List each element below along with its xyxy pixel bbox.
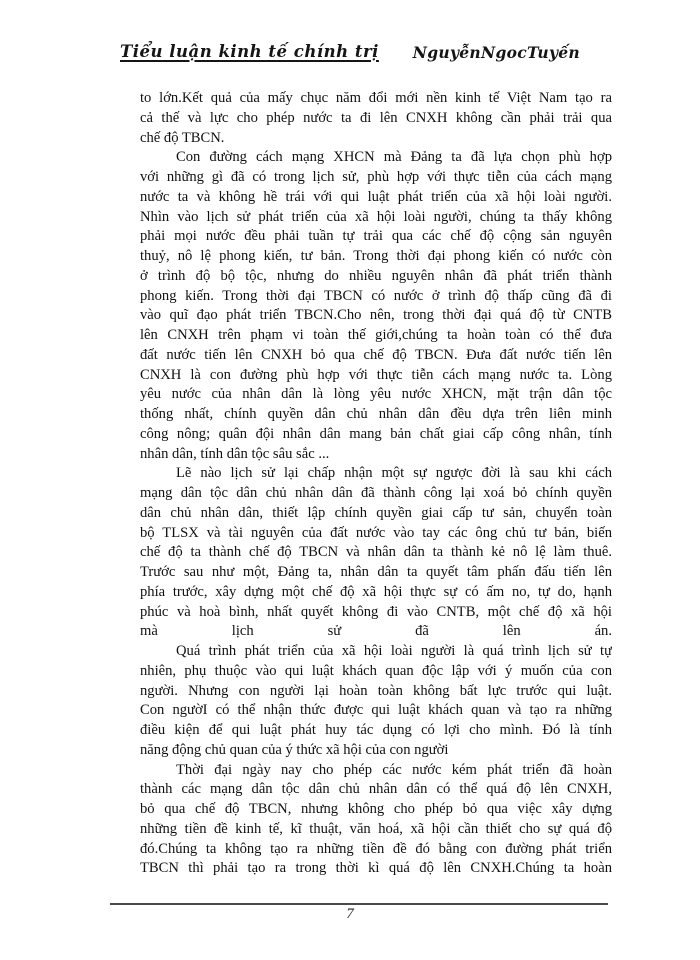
text-line: người. Nhưng con người lại hoàn toàn không bất lực trước qui luật. — [140, 682, 612, 699]
text-line: CNXH là con đường phù hợp với thực tiễn cách mạng nước ta. Lòng — [140, 366, 612, 383]
header-author: NguyễnNgocTuyến — [412, 43, 580, 62]
text-line: chế độ ta thành chế độ TBCN và nhân dân ta thành kẻ nô lệ làm thuê. — [140, 544, 612, 561]
text-line: thành các mạng dân tộc dân chủ nhân dân có thể quá độ lên CNXH, — [140, 781, 612, 798]
text-line: phải mọi nước đều phải tuần tự trải qua các chế độ cộng sản nguyên — [140, 228, 612, 245]
text-line: chế độ TBCN. — [140, 129, 225, 146]
document-body — [140, 89, 612, 879]
text-line: đất nước tiến lên CNXH bỏ qua chế độ TBCN. Đưa đất nước tiến lên — [140, 346, 612, 363]
text-line: Quá trình phát triển của xã hội loài người là quá trình lịch sử tự — [176, 643, 612, 659]
text-line: vào quĩ đạo phát triển TBCN.Cho nên, trong thời đại quá độ từ CNTB — [140, 307, 612, 324]
text-line: yêu nước của nhân dân là lòng yêu nước XHCN, mặt trận dân tộc — [140, 386, 612, 403]
text-line: nhân dân, tính dân tộc sâu sắc ... — [140, 445, 330, 462]
text-line: bỏ qua chế độ TBCN, nhưng không cho phép bỏ qua việc xây dựng — [140, 801, 612, 817]
text-line: thống nhất, chính quyền dân chủ nhân dân đều dựa trên liên minh — [140, 406, 612, 422]
text-line: Trước sau như một, Đảng ta, nhân dân ta quyết tâm phấn đấu tiến lên — [140, 564, 612, 580]
text-line: nhiên, phụ thuộc vào qui luật khách quan độc lập với ý muốn của con — [140, 662, 612, 679]
text-line: cả thế và lực cho phép nước ta đi lên CNXH không cần phải trải qua — [140, 109, 612, 126]
text-line: ở trình độ bộ tộc, nhưng do nhiều nguyên nhân đã phát triển thành — [140, 267, 612, 284]
text-line: Con đường cách mạng XHCN mà Đảng ta đã lựa chọn phù hợp — [176, 149, 612, 166]
footer-rule — [110, 903, 608, 905]
text-line: lên CNXH trên phạm vi toàn thế giới,chúng ta hoàn toàn có thể đưa — [140, 327, 612, 343]
text-line: năng động chủ quan của ý thức xã hội của con người — [140, 741, 449, 758]
text-line: mà lịch sử đã lên án. — [140, 623, 612, 640]
text-line: to lớn.Kết quả của mấy chục năm đổi mới nền kinh tế Việt Nam tạo ra — [140, 90, 612, 106]
text-line: điều kiện để qui luật phát huy tác dụng có lợi cho mình. Đó là tính — [140, 722, 612, 738]
text-line: phúc và hoà bình, nhất quyết không đi vào CNTB, một chế độ xã hội — [140, 603, 612, 620]
text-line: phía trước, xây dựng một chế độ xã hội thực sự có ấm no, tự do, hạnh — [140, 583, 612, 600]
text-line: bộ TLSX và tài nguyên của đất nước vào tay các ông chủ tư bản, biến — [140, 524, 612, 541]
text-line: Lẽ nào lịch sử lại chấp nhận một sự ngược đời là sau khi cách — [176, 465, 612, 482]
text-line: TBCN thì phải tạo ra trong thời kì quá độ lên CNXH.Chúng ta hoàn — [140, 860, 612, 877]
text-line: phong kiến. Trong thời đại TBCN có nước ở trình độ thấp cũng đã đi — [140, 287, 612, 304]
text-line: mạng dân tộc dân chủ nhân dân đã thành công lại xoá bỏ chính quyền — [140, 485, 612, 501]
text-line: dân chủ nhân dân, thiết lập chính quyền giai cấp tư sản, chuyển toàn — [140, 504, 612, 521]
text-line: đó.Chúng ta không tạo ra những tiền đề đó bằng con đường phát triển — [140, 840, 612, 857]
page-header — [0, 42, 700, 66]
text-line: với những gì đã có trong lịch sử, phù hợp với thực tiễn của cách mạng — [140, 169, 612, 185]
header-title: Tiểu luận kinh tế chính trị — [120, 42, 379, 61]
text-line: những tiền đề kinh tế, kĩ thuật, văn hoá, xã hội cần thiết cho sự quá độ — [140, 820, 612, 837]
text-line: Nhìn vào lịch sử phát triển của xã hội loài người, chúng ta thấy không — [140, 208, 612, 225]
text-line: nước ta và không hề trái với qui luật phát triển của xã hội loài người. — [140, 188, 612, 205]
text-line: Thời đại ngày nay cho phép các nước kém phát triển đã hoàn — [176, 761, 612, 778]
text-line: Con ngườI có thể nhận thức được qui luật khách quan và tạo ra những — [140, 702, 612, 719]
text-line: thuỷ, nô lệ phong kiến, tư bản. Trong thời đại phong kiến có nước còn — [140, 248, 612, 264]
text-line: công nông; quân đội nhân dân mang bản chất giai cấp công nhân, tính — [140, 425, 612, 442]
page-number: 7 — [346, 906, 354, 922]
